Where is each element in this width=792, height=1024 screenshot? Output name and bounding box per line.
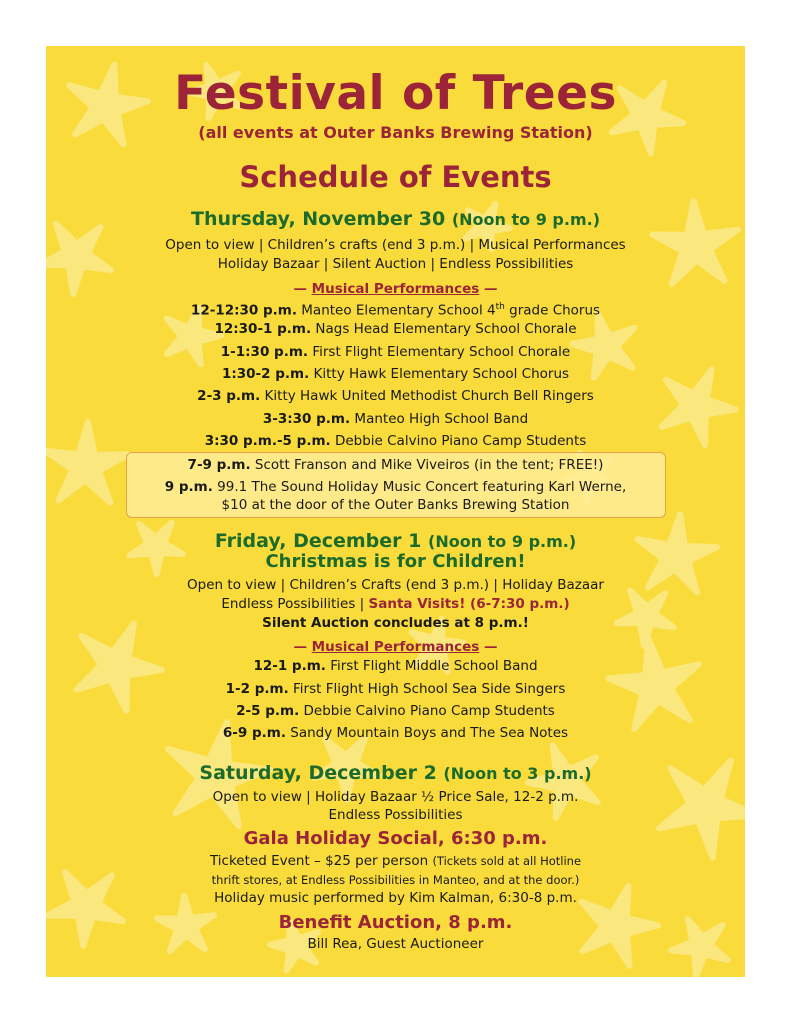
saturday-hours: (Noon to 3 p.m.) (443, 764, 592, 783)
fri-perf-2 (46, 702, 745, 720)
gala-line-2: thrift stores, at Endless Possibilities in Manteo, and at the door.) (211, 873, 580, 887)
thu-perf-5 (46, 410, 745, 428)
thursday-performances-label: Musical Performances (311, 281, 480, 297)
perf-time: 12:30-1 p.m. (214, 321, 312, 337)
gala-line-3: Holiday music performed by Kim Kalman, 6:30-8 p.m. (214, 890, 577, 906)
perf-act: Debbie Calvino Piano Camp Students (334, 433, 587, 449)
friday-day: Friday, December 1 (214, 530, 422, 552)
perf-act: Kitty Hawk United Methodist Church Bell Ringers (264, 388, 594, 404)
friday-performances-label: Musical Performances (311, 639, 480, 655)
friday-hours: (Noon to 9 p.m.) (428, 532, 577, 551)
friday-theme: Christmas is for Children! (265, 551, 526, 572)
fri-perf-0 (46, 657, 745, 675)
perf-time: 2-5 p.m. (236, 703, 300, 719)
fri-perf-1 (46, 680, 745, 698)
thu-perf-6 (46, 432, 745, 450)
thu-concert-line-2: $10 at the door of the Outer Banks Brewing Station (221, 497, 570, 513)
thursday-heading (46, 208, 745, 230)
auction-title: Benefit Auction, 8 p.m. (278, 912, 513, 933)
perf-time: 12-12:30 p.m. (190, 302, 297, 319)
gala-title: Gala Holiday Social, 6:30 p.m. (243, 828, 548, 849)
perf-act: First Flight Elementary School Chorale (312, 344, 571, 360)
saturday-day: Saturday, December 2 (199, 762, 437, 784)
schedule-title: Schedule of Events (239, 160, 552, 194)
perf-act: Nags Head Elementary School Chorale (315, 321, 577, 337)
friday-line-1: Open to view | Children’s Crafts (end 3 p.m.) | Holiday Bazaar (187, 577, 604, 593)
thu-perf-4 (46, 387, 745, 405)
friday-performances-heading: — Musical Performances — (293, 639, 498, 655)
subtitle: (all events at Outer Banks Brewing Station) (198, 123, 593, 142)
saturday-line-1: Open to view | Holiday Bazaar ½ Price Sale, 12-2 p.m. (212, 789, 579, 805)
thursday-hours: (Noon to 9 p.m.) (451, 210, 600, 229)
gala-ticket-text: Ticketed Event – $25 per person (209, 853, 433, 869)
perf-time: 7-9 p.m. (187, 457, 251, 473)
perf-act: Debbie Calvino Piano Camp Students (303, 703, 555, 719)
perf-time: 3-3:30 p.m. (262, 411, 351, 427)
perf-time: 2-3 p.m. (197, 388, 261, 404)
perf-act: Sandy Mountain Boys and The Sea Notes (290, 725, 569, 741)
perf-act: Manteo Elementary School 4 (301, 302, 496, 319)
saturday-line-2: Endless Possibilities (328, 807, 463, 823)
fri-perf-3 (46, 724, 745, 742)
perf-act: Scott Franson and Mike Viveiros (in the tent; FREE!) (254, 457, 604, 473)
thu-perf-1 (46, 320, 745, 338)
page-title: Festival of Trees (174, 66, 617, 121)
perf-time: 9 p.m. (164, 479, 213, 495)
santa-visits: Santa Visits! (6-7:30 p.m.) (368, 596, 570, 612)
perf-time: 6-9 p.m. (222, 725, 286, 741)
thursday-line-1: Open to view | Children’s crafts (end 3 p.m.) | Musical Performances (165, 237, 626, 253)
perf-time: 1-2 p.m. (225, 681, 289, 697)
friday-heading (46, 530, 745, 552)
thu-perf-2 (46, 343, 745, 361)
friday-line-2 (46, 595, 745, 613)
poster (46, 46, 745, 977)
perf-time: 1:30-2 p.m. (221, 366, 310, 382)
perf-act: First Flight Middle School Band (330, 658, 538, 674)
thursday-line-2: Holiday Bazaar | Silent Auction | Endless Possibilities (217, 256, 574, 272)
perf-act: 99.1 The Sound Holiday Music Concert featuring Karl Werne, (217, 479, 627, 495)
thu-perf-8 (46, 478, 745, 496)
friday-line-3: Silent Auction concludes at 8 p.m.! (262, 615, 529, 631)
gala-ticket-note: (Tickets sold at all Hotline (432, 854, 582, 868)
thu-perf-7 (46, 456, 745, 474)
auction-line: Bill Rea, Guest Auctioneer (307, 936, 484, 952)
perf-time: 12-1 p.m. (253, 658, 326, 674)
thu-perf-3 (46, 365, 745, 383)
thursday-day: Thursday, November 30 (191, 208, 446, 230)
thursday-performances-heading: — Musical Performances — (293, 281, 498, 297)
perf-time: 3:30 p.m.-5 p.m. (204, 433, 331, 449)
saturday-heading (46, 762, 745, 784)
friday-line-2-text: Endless Possibilities | (221, 596, 369, 612)
perf-act: First Flight High School Sea Side Singers (293, 681, 566, 697)
gala-line-1 (46, 852, 745, 870)
perf-act-end: grade Chorus (504, 302, 601, 319)
perf-time: 1-1:30 p.m. (220, 344, 309, 360)
perf-act: Kitty Hawk Elementary School Chorus (313, 366, 570, 382)
perf-act-sup: th (495, 302, 505, 312)
thu-perf-0 (46, 298, 745, 320)
perf-act: Manteo High School Band (354, 411, 529, 427)
